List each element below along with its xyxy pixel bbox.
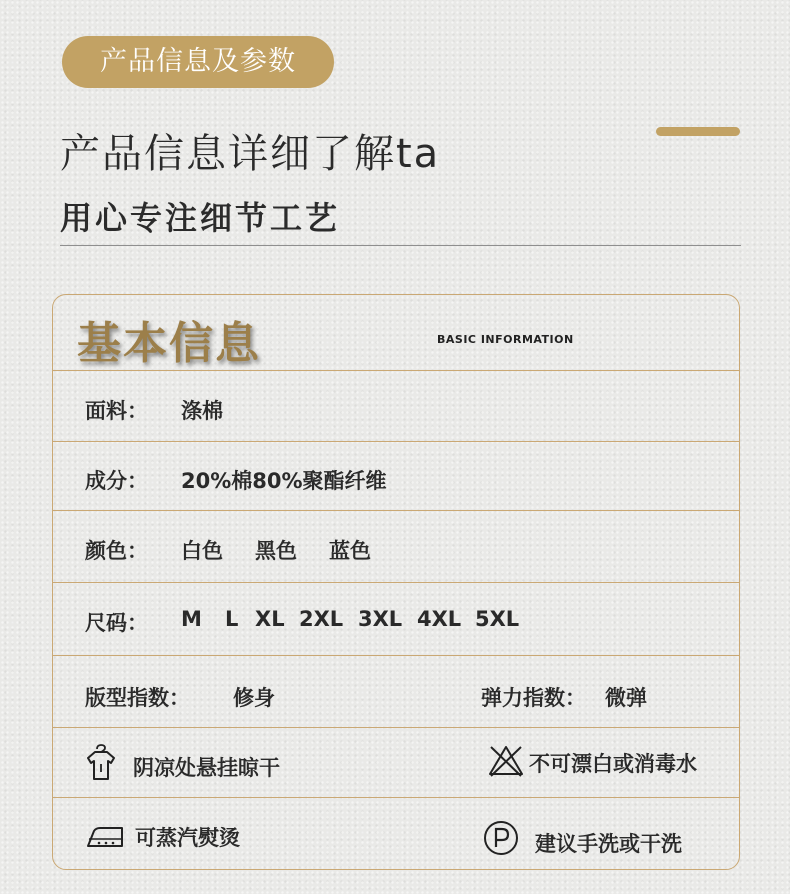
no-bleach-icon — [487, 744, 525, 782]
fit-value: 修身 — [233, 686, 275, 710]
size-option: M — [181, 607, 202, 631]
care-text: 建议手洗或干洗 — [535, 832, 682, 856]
colors-row — [53, 510, 739, 583]
size-option: XL — [255, 607, 285, 631]
card-subtitle: BASIC INFORMATION — [437, 333, 574, 346]
color-option: 白色 — [181, 539, 223, 563]
page-title: 产品信息详细了解ta — [60, 131, 441, 177]
care-text: 不可漂白或消毒水 — [529, 752, 697, 776]
composition-label: 成分： — [85, 469, 148, 493]
section-badge: 产品信息及参数 — [62, 36, 334, 88]
care-row — [53, 797, 739, 870]
size-option: 3XL — [358, 607, 403, 631]
care-text: 阴凉处悬挂晾干 — [133, 756, 280, 780]
size-option: L — [225, 607, 239, 631]
size-option: 5XL — [475, 607, 520, 631]
elasticity-label: 弹力指数： — [481, 686, 586, 710]
fit-label: 版型指数： — [85, 686, 190, 710]
size-option: 2XL — [299, 607, 344, 631]
elasticity-value: 微弹 — [605, 686, 647, 710]
color-option: 蓝色 — [329, 539, 371, 563]
size-option: 4XL — [417, 607, 462, 631]
fabric-label: 面料： — [85, 399, 148, 423]
card-header — [53, 295, 739, 370]
fabric-row — [53, 370, 739, 442]
fit-row — [53, 655, 739, 728]
composition-row — [53, 441, 739, 511]
composition-value: 20%棉80%聚酯纤维 — [181, 469, 387, 493]
colors-label: 颜色： — [85, 539, 148, 563]
divider — [60, 245, 741, 246]
basic-info-card — [52, 294, 740, 870]
dry-clean-p-icon — [483, 820, 519, 860]
page-subtitle: 用心专注细节工艺 — [60, 199, 341, 237]
hang-dry-shade-icon — [83, 744, 119, 786]
sizes-label: 尺码： — [85, 611, 148, 635]
card-title: 基本信息 — [77, 318, 261, 369]
decorative-bar — [656, 127, 740, 136]
sizes-row — [53, 582, 739, 656]
care-text: 可蒸汽熨烫 — [135, 826, 240, 850]
fabric-value: 涤棉 — [181, 399, 223, 423]
color-option: 黑色 — [255, 539, 297, 563]
care-row — [53, 727, 739, 798]
iron-icon — [85, 824, 125, 854]
